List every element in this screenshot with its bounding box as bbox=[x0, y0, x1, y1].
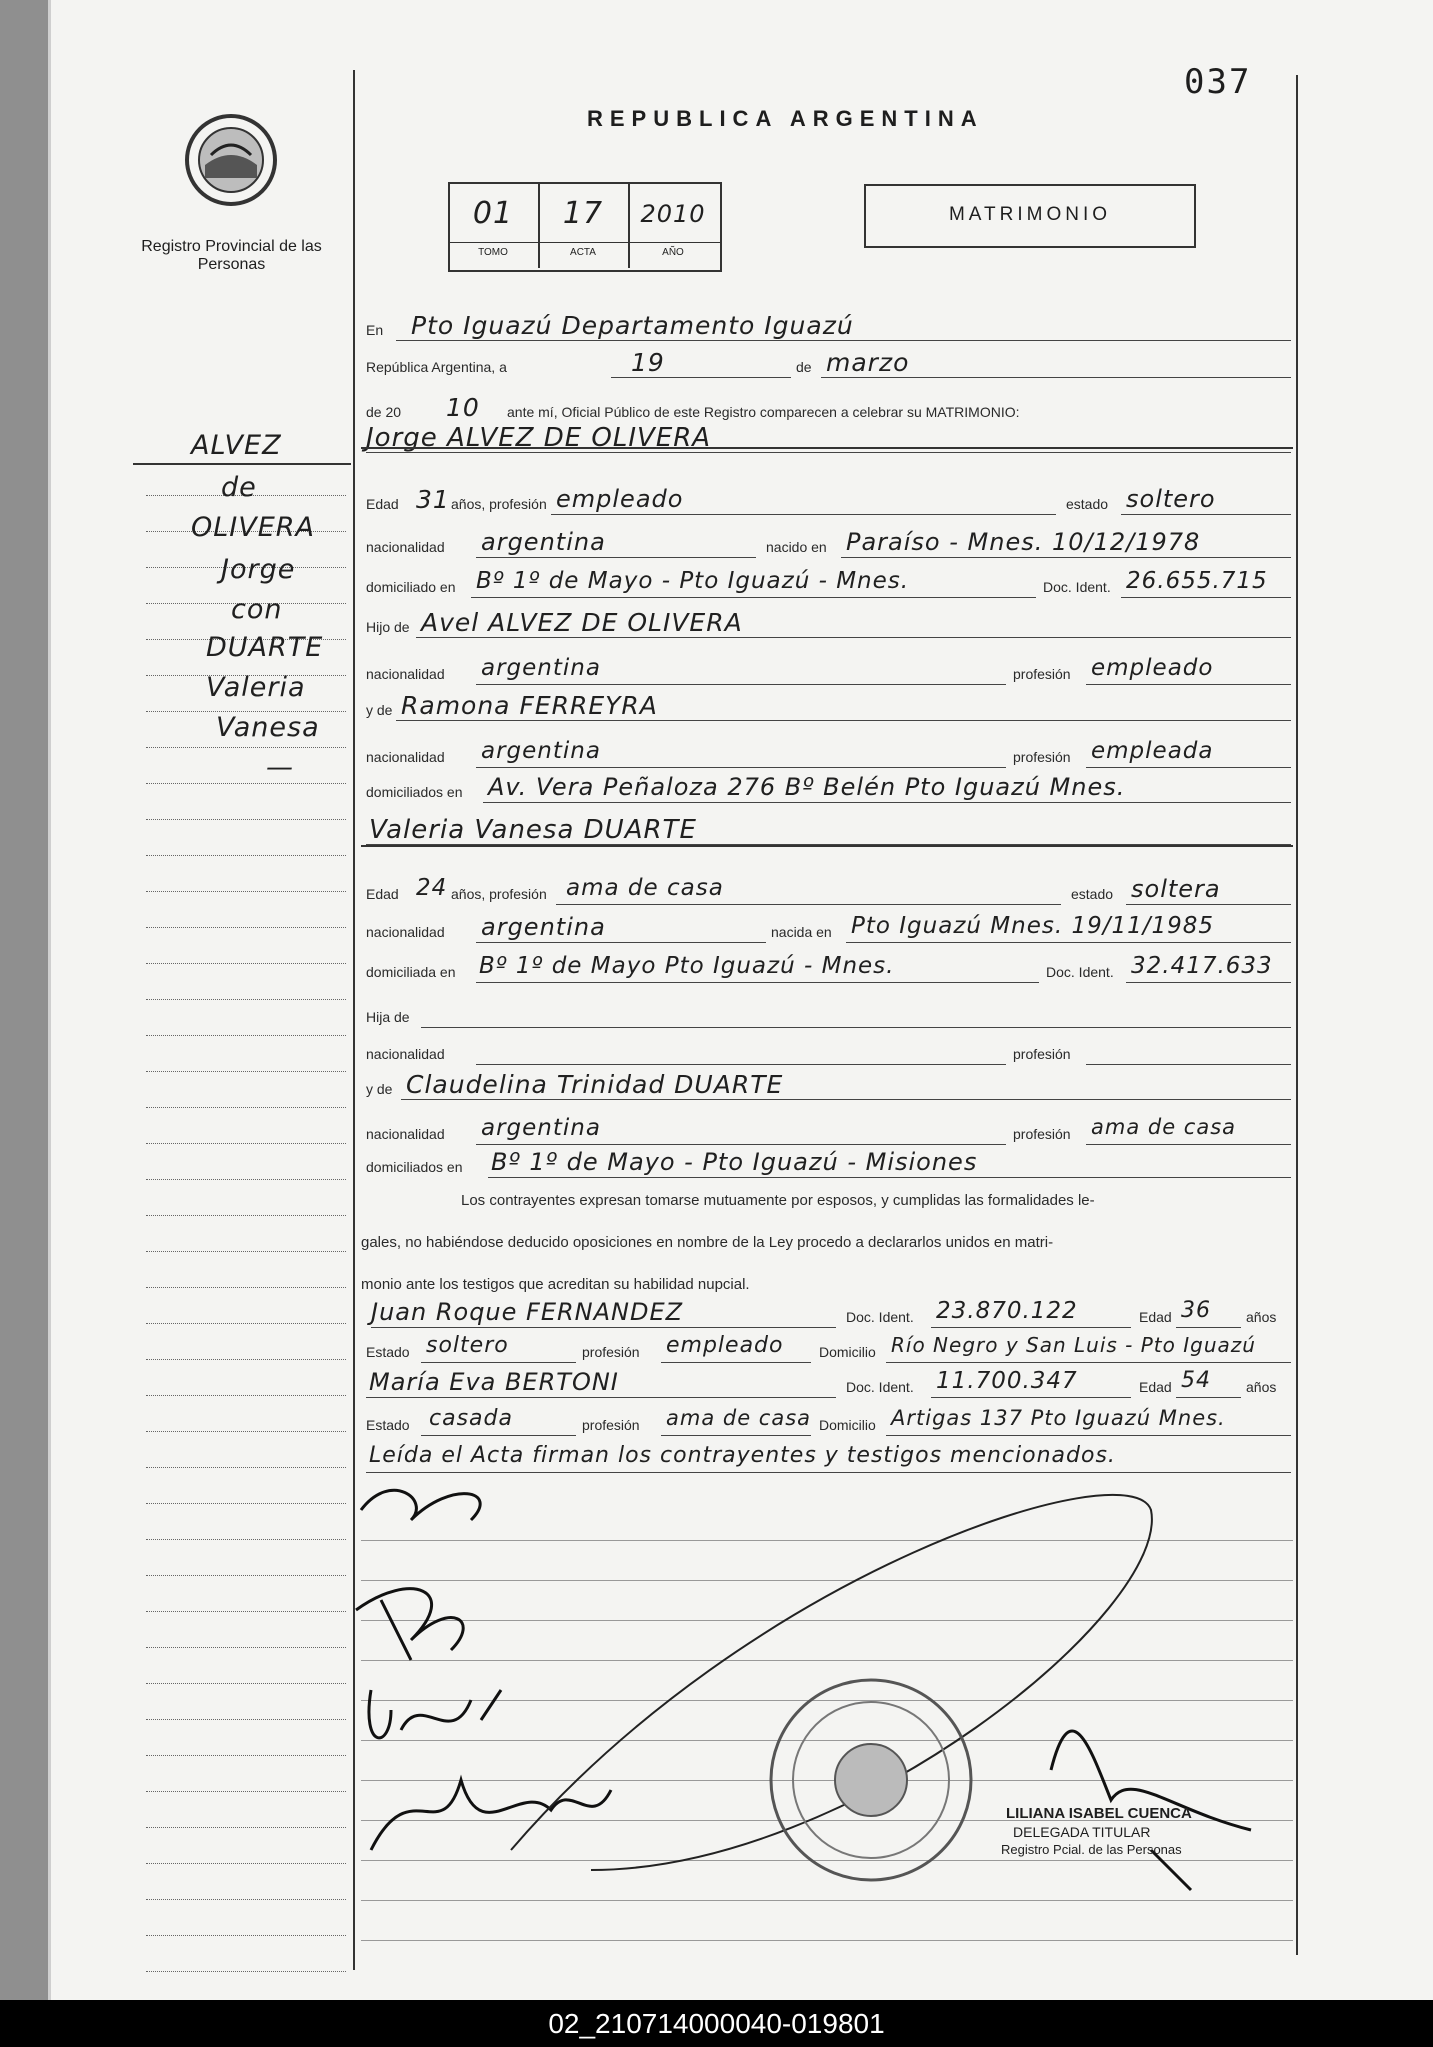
margin-dotted-line bbox=[146, 1359, 346, 1360]
fill-line bbox=[551, 514, 1056, 515]
margin-dotted-line bbox=[146, 1683, 346, 1684]
form-label: nacionalidad bbox=[366, 1046, 445, 1062]
margin-dotted-line bbox=[146, 1323, 346, 1324]
form-label: nacida en bbox=[771, 924, 832, 940]
form-label: profesión bbox=[1013, 1046, 1071, 1062]
margin-dotted-line bbox=[146, 1107, 346, 1108]
fill-line bbox=[488, 1177, 1291, 1178]
signatures-and-stamp bbox=[351, 1450, 1301, 1970]
handwritten-entry: argentina bbox=[481, 1115, 601, 1141]
handwritten-entry: 11.700.347 bbox=[936, 1368, 1078, 1394]
fill-line bbox=[1176, 1327, 1241, 1328]
fill-line bbox=[476, 1064, 1006, 1065]
acta-value: 17 bbox=[562, 196, 604, 231]
margin-dotted-line bbox=[146, 1719, 346, 1720]
handwritten-entry: empleado bbox=[666, 1333, 784, 1358]
handwritten-entry: 10 bbox=[446, 393, 480, 422]
form-label: Hijo de bbox=[366, 619, 410, 635]
margin-name-line: Vanesa bbox=[216, 712, 320, 743]
handwritten-entry: Pto Iguazú Mnes. 19/11/1985 bbox=[851, 913, 1215, 939]
margin-name-line: de bbox=[221, 472, 257, 503]
handwritten-entry: María Eva BERTONI bbox=[369, 1368, 619, 1396]
form-label: años bbox=[1246, 1379, 1277, 1395]
form-label: Doc. Ident. bbox=[1043, 579, 1111, 595]
margin-dotted-line bbox=[146, 1863, 346, 1864]
acta-label: ACTA bbox=[570, 247, 596, 258]
margin-dotted-line bbox=[146, 891, 346, 892]
margin-dotted-line bbox=[146, 1071, 346, 1072]
fill-line bbox=[1086, 684, 1291, 685]
document-id-footer: 02_210714000040-019801 bbox=[0, 2000, 1433, 2047]
handwritten-entry: soltero bbox=[426, 1333, 509, 1358]
fill-line bbox=[476, 684, 1006, 685]
fill-line bbox=[471, 597, 1036, 598]
fill-line bbox=[886, 1435, 1291, 1436]
form-label: estado bbox=[1066, 496, 1109, 512]
handwritten-entry: empleado bbox=[1091, 655, 1214, 681]
handwritten-entry: ama de casa bbox=[666, 1406, 812, 1430]
handwritten-entry: argentina bbox=[481, 655, 601, 681]
margin-dotted-line bbox=[146, 1791, 346, 1792]
fill-line bbox=[476, 1144, 1006, 1145]
fill-line bbox=[1121, 514, 1291, 515]
form-label: En bbox=[366, 322, 384, 338]
form-label: Edad bbox=[366, 886, 399, 902]
handwritten-entry: Juan Roque FERNANDEZ bbox=[371, 1298, 684, 1326]
form-label: nacionalidad bbox=[366, 924, 445, 940]
form-label: profesión bbox=[582, 1344, 640, 1360]
declaration-text: Los contrayentes expresan tomarse mutuamente por esposos, y cumplidas las formalidades le- gales, no habiéndose deducido oposiciones en nombre de la Ley procedo a declararlos unidos en matri- monio ante los testigos que acreditan su habilidad nupcial. bbox=[361, 1192, 1095, 1293]
handwritten-entry: soltero bbox=[1126, 485, 1216, 513]
fill-line bbox=[1086, 1064, 1291, 1065]
handwritten-entry: 19 bbox=[631, 348, 665, 377]
country-title: REPUBLICA ARGENTINA bbox=[587, 106, 984, 131]
margin-dotted-line bbox=[146, 1467, 346, 1468]
fill-line bbox=[931, 1327, 1131, 1328]
handwritten-entry: 36 bbox=[1181, 1298, 1211, 1323]
tomo-label: TOMO bbox=[478, 247, 508, 258]
fill-line bbox=[416, 637, 1291, 638]
fill-line bbox=[483, 802, 1291, 803]
handwritten-entry: 23.870.122 bbox=[936, 1298, 1078, 1324]
margin-dotted-line bbox=[146, 1575, 346, 1576]
handwritten-entry: ama de casa bbox=[1091, 1115, 1237, 1139]
fill-line bbox=[366, 452, 1291, 453]
margin-dotted-line bbox=[146, 963, 346, 964]
section-rule bbox=[361, 447, 1293, 449]
form-label: Doc. Ident. bbox=[846, 1309, 914, 1325]
margin-name-line: DUARTE bbox=[206, 632, 324, 663]
form-label: nacionalidad bbox=[366, 1126, 445, 1142]
form-label: de bbox=[796, 359, 812, 375]
handwritten-entry: soltera bbox=[1131, 875, 1221, 903]
act-type: MATRIMONIO bbox=[948, 204, 1112, 225]
handwritten-entry: Paraíso - Mnes. 10/12/1978 bbox=[846, 528, 1201, 556]
provincial-seal-icon bbox=[181, 110, 281, 210]
handwritten-entry: Leída el Acta firman los contrayentes y testigos mencionados. bbox=[369, 1443, 1116, 1468]
form-label: nacionalidad bbox=[366, 539, 445, 555]
form-label: domiciliados en bbox=[366, 1159, 463, 1175]
handwritten-entry: 26.655.715 bbox=[1126, 568, 1268, 594]
margin-dotted-line bbox=[146, 783, 346, 784]
handwritten-entry: Avel ALVEZ DE OLIVERA bbox=[421, 608, 743, 637]
official-title: DELEGADA TITULAR bbox=[1013, 1824, 1151, 1840]
fill-line bbox=[1121, 597, 1291, 598]
form-label: Hija de bbox=[366, 1009, 410, 1025]
form-label: República Argentina, a bbox=[366, 359, 507, 375]
handwritten-entry: empleada bbox=[1091, 738, 1214, 764]
form-label: Edad bbox=[1139, 1379, 1172, 1395]
handwritten-entry: Ramona FERREYRA bbox=[401, 691, 658, 720]
form-label: nacido en bbox=[766, 539, 827, 555]
handwritten-entry: argentina bbox=[481, 913, 606, 941]
margin-dotted-line bbox=[146, 927, 346, 928]
handwritten-entry: 32.417.633 bbox=[1131, 953, 1273, 979]
fill-line bbox=[846, 942, 1291, 943]
margin-name-line: Jorge bbox=[221, 554, 296, 585]
fill-line bbox=[396, 720, 1291, 721]
fill-line bbox=[841, 557, 1291, 558]
fill-line bbox=[886, 1362, 1291, 1363]
margin-name-line: ALVEZ bbox=[191, 430, 282, 461]
fill-line bbox=[931, 1397, 1131, 1398]
form-label: nacionalidad bbox=[366, 749, 445, 765]
margin-dotted-line bbox=[146, 1395, 346, 1396]
fill-line bbox=[476, 767, 1006, 768]
handwritten-entry: Pto Iguazú Departamento Iguazú bbox=[411, 311, 854, 340]
handwritten-entry: Jorge ALVEZ DE OLIVERA bbox=[366, 423, 712, 453]
margin-top-rule bbox=[133, 463, 351, 465]
margin-dotted-line bbox=[146, 1971, 346, 1972]
handwritten-entry: Bº 1º de Mayo - Pto Iguazú - Misiones bbox=[491, 1148, 978, 1176]
margin-name-line: — bbox=[266, 752, 294, 783]
fill-line bbox=[556, 904, 1061, 905]
margin-dotted-line bbox=[146, 1935, 346, 1936]
fill-line bbox=[1126, 904, 1291, 905]
form-label: Edad bbox=[1139, 1309, 1172, 1325]
form-label: años, profesión bbox=[451, 886, 547, 902]
form-label: y de bbox=[366, 702, 393, 718]
form-label: Estado bbox=[366, 1344, 410, 1360]
margin-dotted-line bbox=[146, 1827, 346, 1828]
handwritten-entry: ama de casa bbox=[566, 875, 724, 901]
fill-line bbox=[421, 1027, 1291, 1028]
fill-line bbox=[421, 1435, 576, 1436]
margin-dotted-line bbox=[146, 1143, 346, 1144]
institution-name: Registro Provincial de las Personas bbox=[141, 238, 322, 273]
handwritten-entry: 31 bbox=[416, 485, 450, 514]
handwritten-entry: Río Negro y San Luis - Pto Iguazú bbox=[891, 1333, 1256, 1357]
fill-line bbox=[1176, 1397, 1241, 1398]
margin-dotted-line bbox=[146, 855, 346, 856]
fill-line bbox=[401, 1099, 1291, 1100]
fill-line bbox=[396, 340, 1291, 341]
form-label: ante mí, Oficial Público de este Registro comparecen a celebrar su MATRIMONIO: bbox=[507, 404, 1020, 420]
form-label: profesión bbox=[1013, 749, 1071, 765]
fill-line bbox=[476, 942, 766, 943]
margin-dotted-line bbox=[146, 1503, 346, 1504]
fill-line bbox=[1086, 1144, 1291, 1145]
fill-line bbox=[371, 1327, 836, 1328]
handwritten-entry: Claudelina Trinidad DUARTE bbox=[406, 1070, 784, 1099]
form-label: Domicilio bbox=[819, 1417, 876, 1433]
margin-dotted-line bbox=[146, 1755, 346, 1756]
margin-dotted-line bbox=[146, 1611, 346, 1612]
handwritten-entry: Bº 1º de Mayo - Pto Iguazú - Mnes. bbox=[476, 568, 910, 594]
form-label: nacionalidad bbox=[366, 666, 445, 682]
page-number: 037 bbox=[1184, 62, 1252, 102]
handwritten-entry: casada bbox=[429, 1406, 513, 1431]
form-label: Doc. Ident. bbox=[1046, 964, 1114, 980]
anio-value: 2010 bbox=[640, 200, 706, 228]
margin-dotted-line bbox=[146, 1215, 346, 1216]
form-label: y de bbox=[366, 1081, 393, 1097]
margin-dotted-line bbox=[146, 747, 346, 748]
handwritten-entry: 54 bbox=[1181, 1368, 1211, 1393]
fill-line bbox=[1086, 767, 1291, 768]
fill-line bbox=[821, 377, 1291, 378]
form-label: Domicilio bbox=[819, 1344, 876, 1360]
margin-dotted-line bbox=[146, 819, 346, 820]
fill-line bbox=[476, 982, 1039, 983]
form-label: Doc. Ident. bbox=[846, 1379, 914, 1395]
form-label: profesión bbox=[582, 1417, 640, 1433]
anio-label: AÑO bbox=[662, 247, 684, 258]
form-label: estado bbox=[1071, 886, 1114, 902]
margin-dotted-line bbox=[146, 1899, 346, 1900]
form-label: profesión bbox=[1013, 1126, 1071, 1142]
handwritten-entry: Bº 1º de Mayo Pto Iguazú - Mnes. bbox=[479, 953, 895, 979]
form-label: Edad bbox=[366, 496, 399, 512]
fill-line bbox=[661, 1362, 811, 1363]
form-label: años, profesión bbox=[451, 496, 547, 512]
form-label: de 20 bbox=[366, 404, 402, 420]
handwritten-entry: Av. Vera Peñaloza 276 Bº Belén Pto Iguazú Mnes. bbox=[488, 773, 1126, 801]
handwritten-entry: empleado bbox=[556, 485, 684, 513]
handwritten-entry: Valeria Vanesa DUARTE bbox=[369, 815, 697, 845]
fill-line bbox=[366, 1397, 836, 1398]
fill-line bbox=[476, 557, 756, 558]
tomo-value: 01 bbox=[472, 196, 514, 231]
form-label: domiciliado en bbox=[366, 579, 456, 595]
margin-dotted-line bbox=[146, 1431, 346, 1432]
form-label: Estado bbox=[366, 1417, 410, 1433]
form-label: profesión bbox=[1013, 666, 1071, 682]
margin-dotted-line bbox=[146, 1035, 346, 1036]
form-label: años bbox=[1246, 1309, 1277, 1325]
margin-name-line: con bbox=[231, 594, 283, 625]
margin-name-line: Valeria bbox=[206, 672, 306, 703]
handwritten-entry: argentina bbox=[481, 738, 601, 764]
margin-dotted-line bbox=[146, 1647, 346, 1648]
form-label: domiciliados en bbox=[366, 784, 463, 800]
margin-dotted-line bbox=[146, 1251, 346, 1252]
official-name: LILIANA ISABEL CUENCA bbox=[1006, 1805, 1192, 1822]
margin-dotted-line bbox=[146, 999, 346, 1000]
margin-name-line: OLIVERA bbox=[191, 512, 316, 543]
margin-dotted-line bbox=[146, 1539, 346, 1540]
fill-line bbox=[611, 377, 791, 378]
margin-dotted-line bbox=[146, 1287, 346, 1288]
fill-line bbox=[1126, 982, 1291, 983]
document-page bbox=[48, 0, 1433, 2000]
fill-line bbox=[421, 1362, 576, 1363]
form-label: domiciliada en bbox=[366, 964, 456, 980]
handwritten-entry: Artigas 137 Pto Iguazú Mnes. bbox=[891, 1406, 1226, 1430]
handwritten-entry: argentina bbox=[481, 528, 606, 556]
handwritten-entry: 24 bbox=[416, 875, 448, 901]
margin-dotted-line bbox=[146, 1179, 346, 1180]
section-rule bbox=[361, 845, 1293, 847]
handwritten-entry: marzo bbox=[826, 348, 910, 377]
fill-line bbox=[661, 1435, 811, 1436]
official-office: Registro Pcial. de las Personas bbox=[1001, 1842, 1182, 1857]
